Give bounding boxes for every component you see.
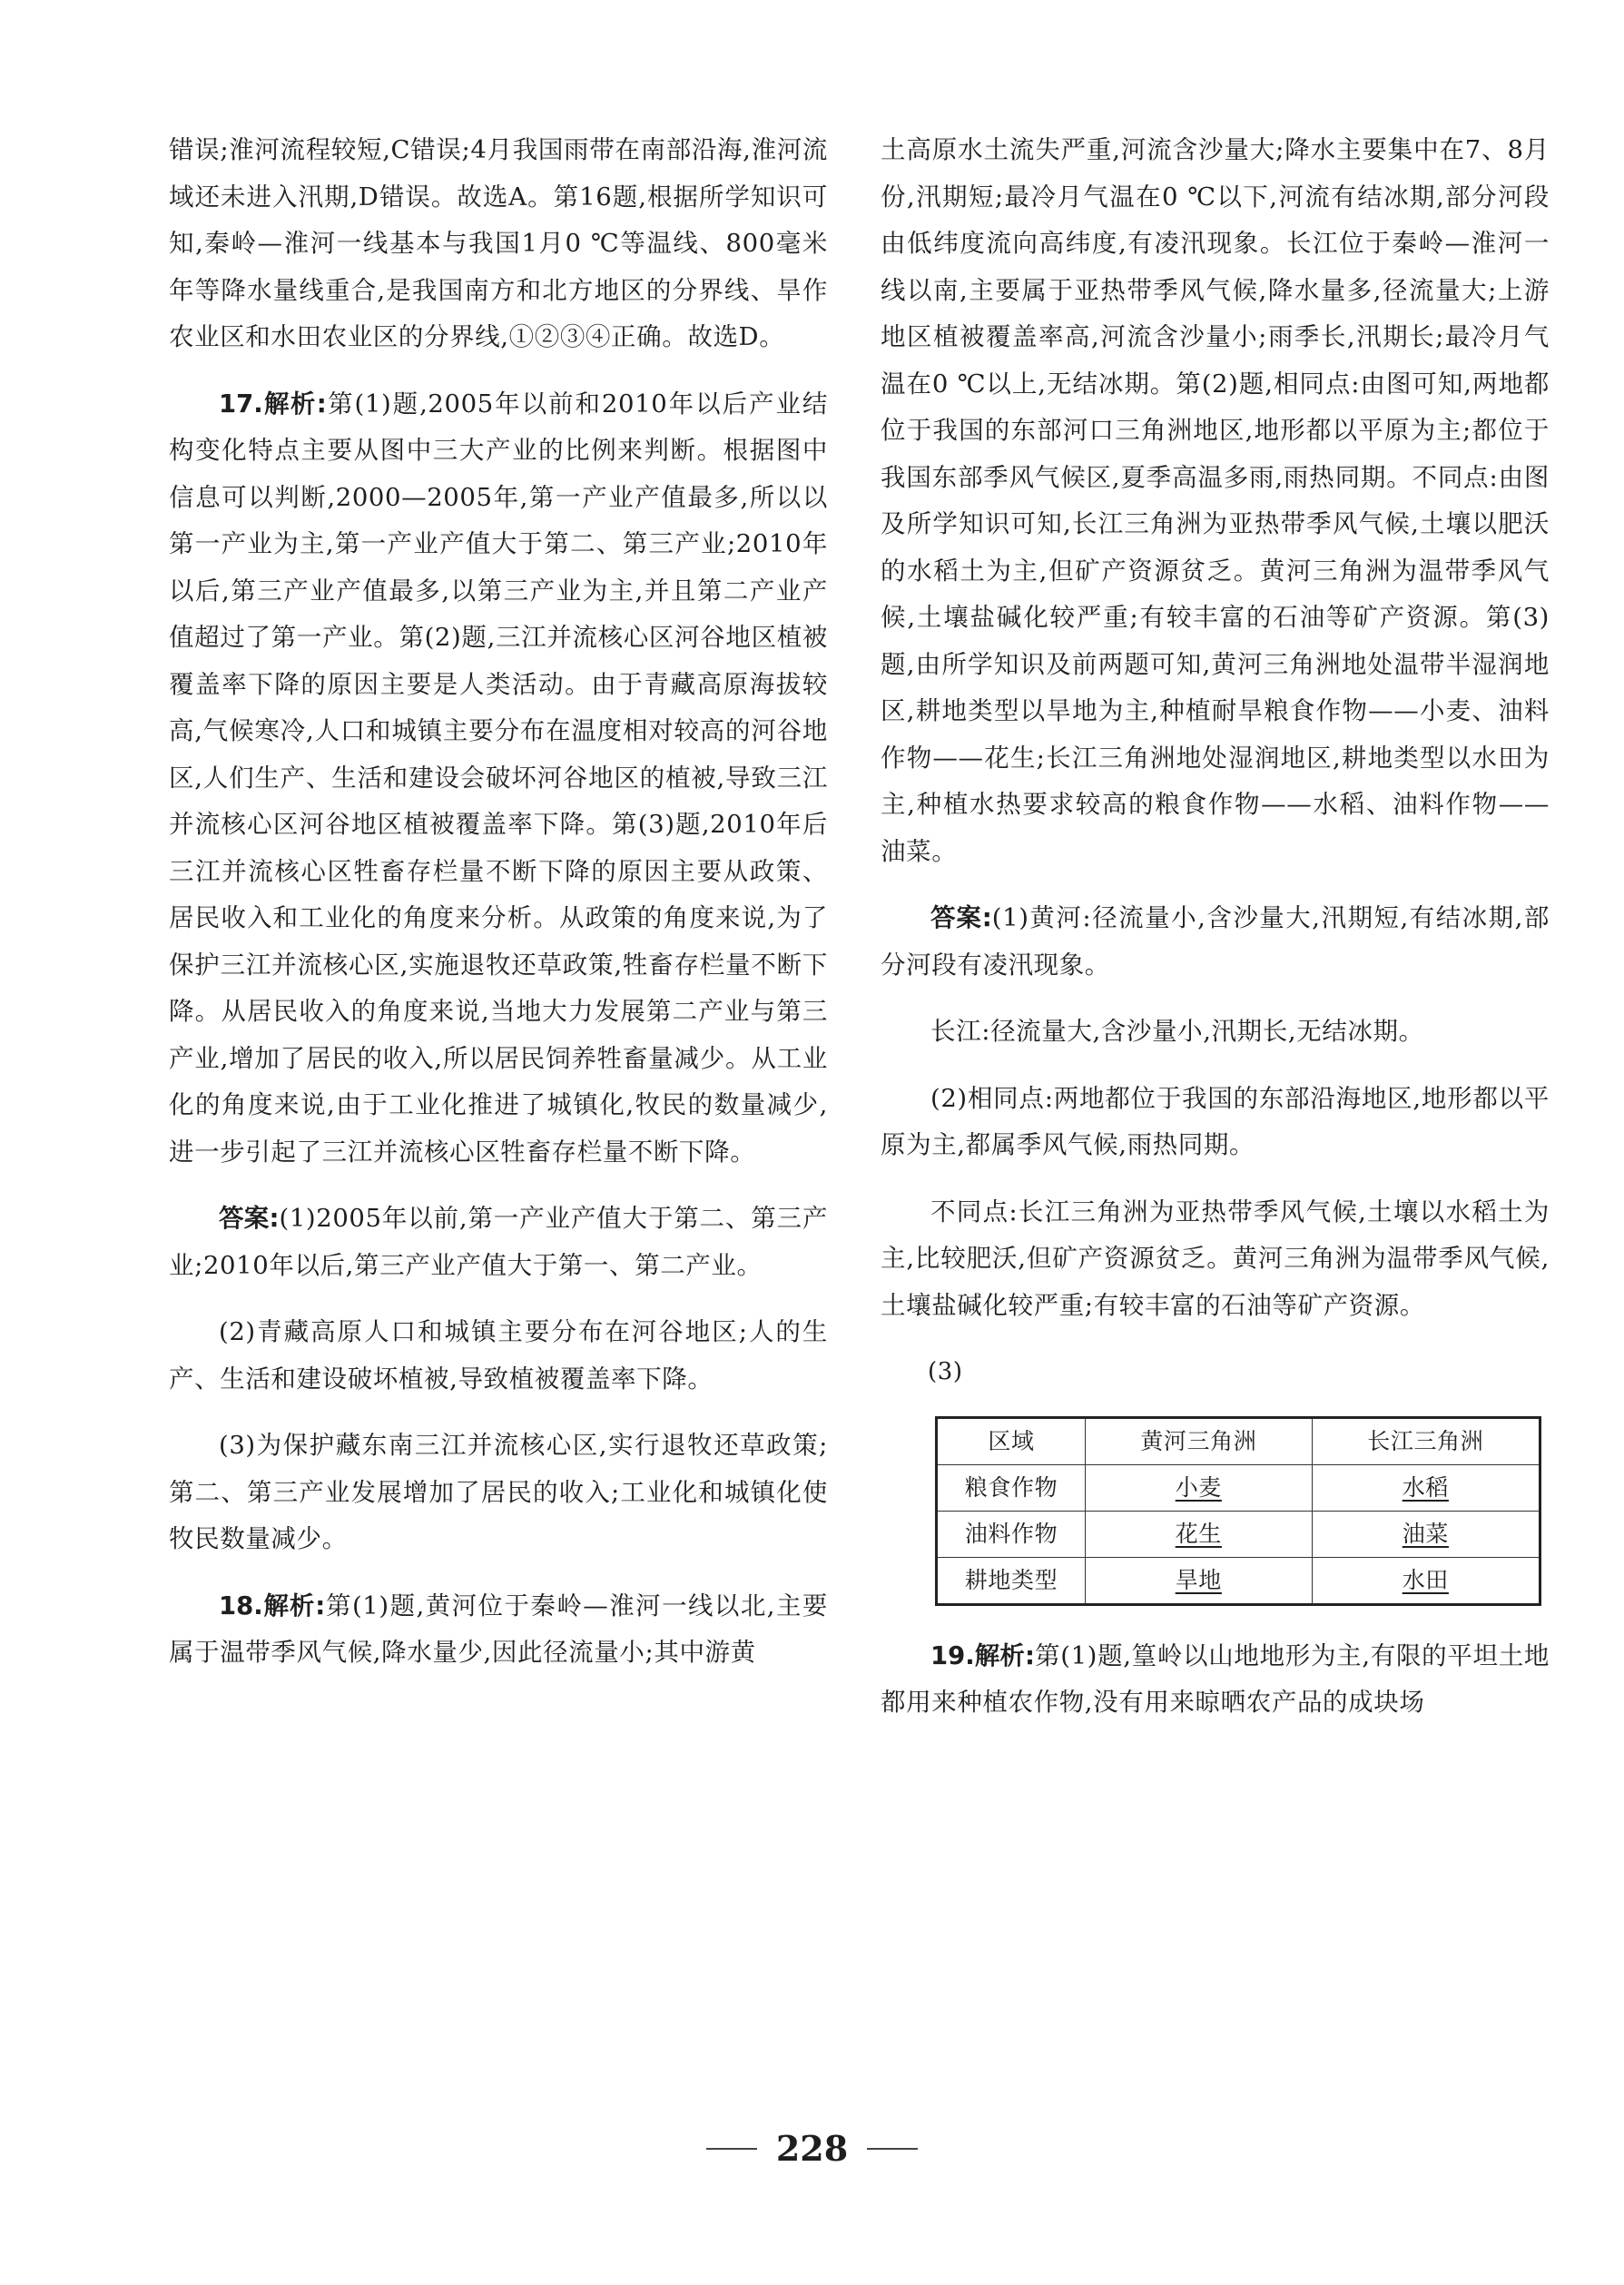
table-header-cell: 长江三角洲 xyxy=(1312,1417,1540,1464)
table-row xyxy=(937,1464,1540,1511)
table-header-row xyxy=(937,1417,1540,1464)
table-cell-value: 油菜 xyxy=(1402,1520,1449,1547)
q18-answer-2: 长江:径流量大,含沙量小,汛期长,无结冰期。 xyxy=(930,1017,1424,1046)
table-cell xyxy=(1312,1511,1540,1557)
table-header-cell: 黄河三角洲 xyxy=(1086,1417,1313,1464)
footer-dash-left xyxy=(706,2148,757,2150)
table-row xyxy=(937,1511,1540,1557)
table-header-cell: 区域 xyxy=(937,1417,1086,1464)
page-footer xyxy=(0,2128,1624,2169)
q18-answer-3: (2)相同点:两地都位于我国的东部沿海地区,地形都以平原为主,都属季风气候,雨热同期。 xyxy=(881,1083,1550,1159)
table-cell xyxy=(1086,1464,1313,1511)
left-column xyxy=(169,127,828,1697)
q19-analysis-text: 第(1)题,篁岭以山地地形为主,有限的平坦土地都用来种植农作物,没有用来晾晒农产品的成块场 xyxy=(881,1640,1550,1717)
q18-analysis xyxy=(169,1583,828,1677)
q18-label: 18.解析: xyxy=(219,1591,326,1620)
q18-answer-4: 不同点:长江三角洲为亚热带季风气候,土壤以水稻土为主,比较肥沃,但矿产资源贫乏。黄河三角洲为温带季风气候,土壤盐碱化较严重;有较丰富的石油等矿产资源。 xyxy=(881,1197,1550,1320)
q19-label: 19.解析: xyxy=(930,1640,1035,1670)
footer-dash-right xyxy=(867,2148,918,2150)
table-cell xyxy=(1312,1557,1540,1604)
q17-analysis xyxy=(169,381,828,1177)
q17-label: 17.解析: xyxy=(219,389,327,419)
q17-answer-3: (3)为保护藏东南三江并流核心区,实行退牧还草政策;第二、第三产业发展增加了居民的收入;工业化和城镇化使牧民数量减少。 xyxy=(169,1431,828,1553)
q17-answer-2: (2)青藏高原人口和城镇主要分布在河谷地区;人的生产、生活和建设破坏植被,导致植被覆盖率下降。 xyxy=(169,1317,828,1394)
table-row-label: 耕地类型 xyxy=(937,1557,1086,1604)
q18-answer-label: 答案: xyxy=(930,903,992,932)
table-cell-value: 水田 xyxy=(1402,1566,1449,1593)
paragraph-q16-end: 错误;淮河流程较短,C错误;4月我国雨带在南部沿海,淮河流域还未进入汛期,D错误。故选A。第16题,根据所学知识可知,秦岭—淮河一线基本与我国1月0 ℃等温线、800毫米年等降水量线重合,是我国南方和北方地区的分界线、旱作农业区和水田农业区的分界线,①②③④正确。故选D。 xyxy=(169,135,828,351)
q17-answer-label: 答案: xyxy=(219,1204,280,1233)
table-cell xyxy=(1312,1464,1540,1511)
table-cell-value: 小麦 xyxy=(1175,1473,1222,1501)
crop-comparison-table xyxy=(935,1416,1541,1606)
q18-answer-1 xyxy=(881,895,1550,989)
table-row xyxy=(937,1557,1540,1604)
table-cell-value: 旱地 xyxy=(1175,1566,1222,1593)
q17-answer-1 xyxy=(169,1196,828,1289)
q17-analysis-text: 第(1)题,2005年以前和2010年以后产业结构变化特点主要从图中三大产业的比例来判断。根据图中信息可以判断,2000—2005年,第一产业产值最多,所以以第一产业为主,第一产业产值大于第二、第三产业;2010年以后,第三产业产值最多,以第三产业为主,并且第二产业产值超过了第一产业。第(2)题,三江并流核心区河谷地区植被覆盖率下降的原因主要是人类活动。由于青藏高原海拔较高,气候寒冷,人口和城镇主要分布在温度相对较高的河谷地区,人们生产、生活和建设会破坏河谷地区的植被,导致三江并流核心区河谷地区植被覆盖率下降。第(3)题,2010年后三江并流核心区牲畜存栏量不断下降的原因主要从政策、居民收入和工业化的角度来分析。从政策的角度来说,为了保护三江并流核心区,实施退牧还草政策,牲畜存栏量不断下降。从居民收入的角度来说,当地大力发展第二产业与第三产业,增加了居民的收入,所以居民饲养牲畜量减少。从工业化的角度来说,由于工业化推进了城镇化,牧民的数量减少,进一步引起了三江并流核心区牲畜存栏量不断下降。 xyxy=(169,389,828,1167)
table-cell xyxy=(1086,1511,1313,1557)
q18-analysis-text: 第(1)题,黄河位于秦岭—淮河一线以北,主要属于温带季风气候,降水量少,因此径流量小;其中游黄 xyxy=(169,1591,828,1667)
table-cell-value: 水稻 xyxy=(1402,1473,1449,1501)
q17-answer-1-text: (1)2005年以前,第一产业产值大于第二、第三产业;2010年以后,第三产业产值大于第一、第二产业。 xyxy=(169,1204,828,1280)
page-number: 228 xyxy=(775,2128,849,2169)
table-cell xyxy=(1086,1557,1313,1604)
q18-answer-5-label: (3) xyxy=(928,1358,963,1385)
q18-answer-1-text: (1)黄河:径流量小,含沙量大,汛期短,有结冰期,部分河段有凌汛现象。 xyxy=(881,903,1550,980)
table-row-label: 粮食作物 xyxy=(937,1464,1086,1511)
q19-analysis xyxy=(881,1633,1550,1727)
table-cell-value: 花生 xyxy=(1175,1520,1222,1547)
q18-analysis-continued: 土高原水土流失严重,河流含沙量大;降水主要集中在7、8月份,汛期短;最冷月气温在0 ℃以下,河流有结冰期,部分河段由低纬度流向高纬度,有凌汛现象。长江位于秦岭—淮河一线以南,主要属于亚热带季风气候,降水量多,径流量大;上游地区植被覆盖率高,河流含沙量小;雨季长,汛期长;最冷月气温在0 ℃以上,无结冰期。第(2)题,相同点:由图可知,两地都位于我国的东部河口三角洲地区,地形都以平原为主;都位于我国东部季风气候区,夏季高温多雨,雨热同期。不同点:由图及所学知识可知,长江三角洲为亚热带季风气候,土壤以肥沃的水稻土为主,但矿产资源贫乏。黄河三角洲为温带季风气候,土壤盐碱化较严重;有较丰富的石油等矿产资源。第(3)题,由所学知识及前两题可知,黄河三角洲地处温带半湿润地区,耕地类型以旱地为主,种植耐旱粮食作物——小麦、油料作物——花生;长江三角洲地处湿润地区,耕地类型以水田为主,种植水热要求较高的粮食作物——水稻、油料作物——油菜。 xyxy=(881,135,1550,866)
right-column xyxy=(881,127,1550,1747)
table-row-label: 油料作物 xyxy=(937,1511,1086,1557)
